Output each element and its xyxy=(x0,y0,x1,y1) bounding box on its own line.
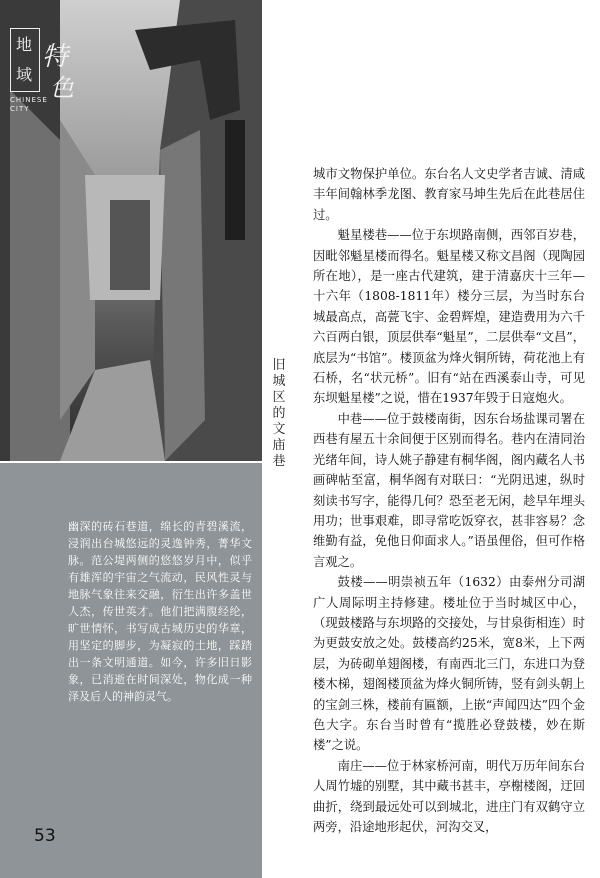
article-paragraph: 城市文物保护单位。东台名人文史学者吉诚、清咸丰年间翰林季龙图、教育家马坤生先后在此巷居住过。 xyxy=(313,167,585,222)
logo-char-3: 特 xyxy=(42,42,69,72)
sidebar-text: 幽深的砖石巷道，绵长的青碧溪流，浸润出台城悠远的灵逸钟秀，菁华文脉。范公堤两侧的悠悠岁月中，似乎有雄浑的宇宙之气流动，民风性灵与地脉气象往来交融，衍生出许多盖世人杰，传世英才。他们把满腹经纶，旷世情怀，书写成古城历史的华章，用坚定的脚步，为凝寂的土地，踩踏出一条文明通道。如今，许多旧日影象，已消逝在时间深处，物化成一种泽及后人的神韵灵气。 xyxy=(68,520,252,703)
logo-english xyxy=(10,96,48,114)
article-paragraph: 魁星楼巷——位于东坝路南侧，西邻百岁巷，因毗邻魁星楼而得名。魁星楼又称文昌阁（现陶园所在地），是一座古代建筑，建于清嘉庆十三年—十六年（1808-1811年）楼分三层，为当时东台城最高点，高甍飞宇、金碧辉煌，建造费用为六千六百两白银，顶层供奉“魁星”，二层供奉“文昌”，底层为“书馆”。楼顶盆为烽火铜所铸，荷花池上有石桥，名“状元桥”。旧有“站在西溪泰山寺，可见东坝魁星楼”之说，惜在1937年毁于日寇炮火。 xyxy=(313,228,585,406)
photo-caption xyxy=(271,358,287,470)
article-column xyxy=(313,164,585,837)
logo-english-line-2: CITY xyxy=(10,105,30,113)
caption-char: 文 xyxy=(272,422,286,437)
logo-english-line-1: CHINESE xyxy=(10,96,48,104)
article-paragraph: 鼓楼——明崇祯五年（1632）由泰州分司湖广人周际明主持修建。楼址位于当时城区中心，（现鼓楼路与东坝路的交接处，与甘泉街相连）时为更鼓安放之处。鼓楼高约25米，宽8米，上下两层，为砖砌单翅阁楼，有南西北三门，东进口为登楼木梯，翅阁楼顶盆为烽火铜所铸，竖有剑头朝上的宝剑三株，楼前有匾额，上嵌“声闻四达”四个金色大字。东台当时曾有“揽胜必登鼓楼，妙在斯楼”之说。 xyxy=(313,575,585,753)
article-paragraph: 中巷——位于鼓楼南街，因东台场盐课司署在西巷有屋五十余间便于区别而得名。巷内在清同治光绪年间，诗人姚子静建有桐华阁，阁内藏名人书画碑帖至富，桐华阁有对联曰：“光阴迅速，纵时刻读书写字，能得几何？恐至老无闲，趁早年埋头用功；世事艰难，即寻常吃饭穿衣，甚非容易？念维勤有益，免他日仰面求人。”语虽俚俗，但可作格言观之。 xyxy=(313,411,585,569)
sidebar-panel xyxy=(0,463,262,878)
column-logo xyxy=(10,28,80,113)
article-paragraph: 南庄——位于林家桥河南，明代万历年间东台人周竹墟的别墅，其中藏书甚丰，亭榭楼阁，迂回曲折，绕到最远处可以到城北，进庄门有双鹤守立两旁，沿途地形起伏，河沟交叉， xyxy=(313,758,585,834)
logo-char-2: 域 xyxy=(16,65,33,84)
caption-char: 的 xyxy=(272,406,286,421)
caption-char: 旧 xyxy=(272,358,286,373)
logo-char-4: 色 xyxy=(50,74,74,102)
caption-char: 巷 xyxy=(272,454,286,469)
caption-char: 区 xyxy=(272,390,286,405)
alley-photo xyxy=(0,0,262,461)
caption-char: 庙 xyxy=(272,438,286,453)
logo-char-1: 地 xyxy=(16,35,33,54)
page-number: 53 xyxy=(34,826,56,846)
caption-char: 城 xyxy=(272,374,286,389)
